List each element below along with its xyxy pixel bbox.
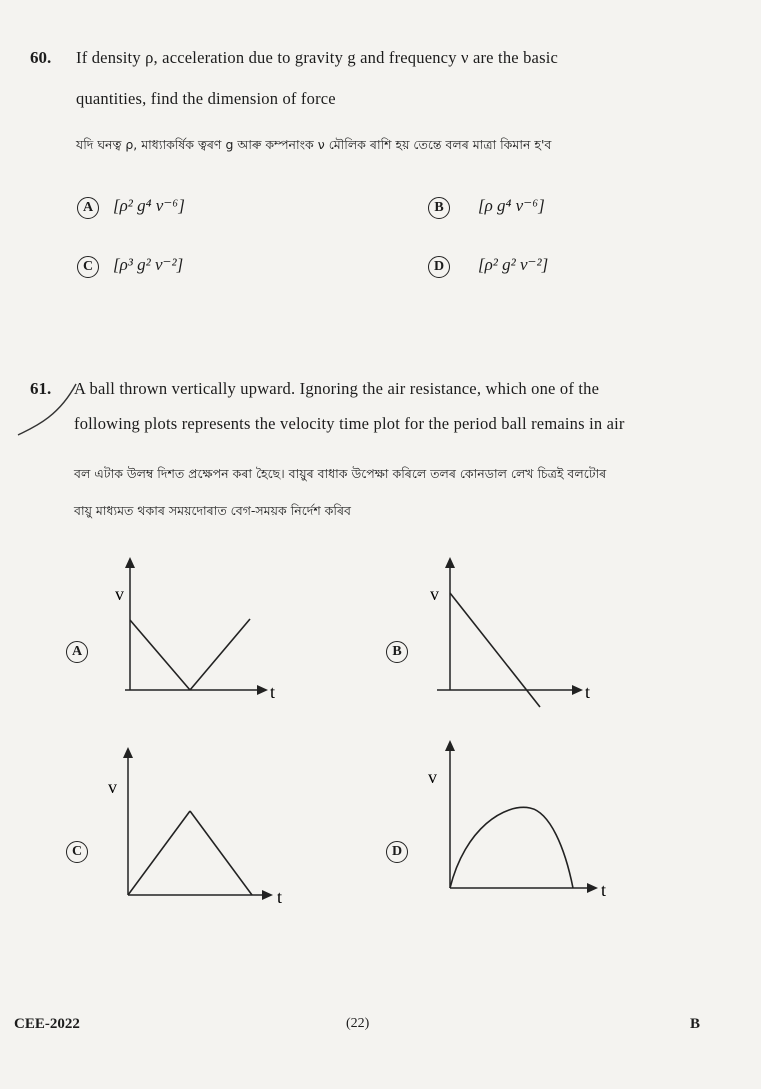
q61-option-d-graph[interactable] <box>425 738 620 903</box>
q61-b-y-axis-label: v <box>430 584 439 604</box>
q61-a-y-axis-label: v <box>115 584 124 604</box>
q60-option-d-label[interactable]: D <box>428 256 450 278</box>
question-61-assamese-line2: বায়ু মাধ্যমত থকাৰ সময়দোৰাত বেগ-সময়ক নিৰ্দেশ কৰিব <box>74 503 352 518</box>
question-61-number: 61. <box>30 379 52 398</box>
footer-exam-code: CEE-2022 <box>14 1016 80 1032</box>
footer-set-label: B <box>690 1016 701 1032</box>
question-61-text-line2: following plots represents the velocity time plot for the period ball remains in air <box>74 414 625 433</box>
pen-checkmark-icon <box>10 370 80 440</box>
q60-option-b-text[interactable]: [ρ g⁴ ν⁻⁶] <box>478 196 545 215</box>
q61-b-x-axis-label: t <box>585 682 591 702</box>
q61-option-b-label[interactable]: B <box>386 641 408 663</box>
q61-option-c-graph[interactable] <box>105 745 295 910</box>
q60-option-c-label[interactable]: C <box>77 256 99 278</box>
q61-option-b-graph[interactable] <box>425 555 605 715</box>
question-60-text-line2: quantities, find the dimension of force <box>76 89 336 108</box>
q61-option-a-graph[interactable] <box>110 555 290 705</box>
q61-c-y-axis-label: v <box>108 777 117 797</box>
q60-option-b-label[interactable]: B <box>428 197 450 219</box>
footer-page-number: (22) <box>346 1016 370 1031</box>
question-61-assamese-line1: বল এটাক উলম্ব দিশত প্ৰক্ষেপন কৰা হৈছে। বায়ুৰ বাধাক উপেক্ষা কৰিলে তলৰ কোনডাল লেখ চিত্ৰই বলটোৰ <box>74 466 607 481</box>
q61-option-d-label[interactable]: D <box>386 841 408 863</box>
question-60-assamese: যদি ঘনত্ব ρ, মাধ্যাকৰ্ষিক ত্বৰণ g আৰু কম্পনাংক ν মৌলিক ৰাশি হয় তেন্তে বলৰ মাত্ৰা কিমান হ'ব <box>76 137 552 152</box>
q60-option-d-text[interactable]: [ρ² g² ν⁻²] <box>478 255 549 274</box>
question-60-text-line1: If density ρ, acceleration due to gravity g and frequency ν are the basic <box>76 48 559 67</box>
q61-c-x-axis-label: t <box>277 887 283 907</box>
q60-option-a-text[interactable]: [ρ² g⁴ ν⁻⁶] <box>113 196 185 215</box>
q61-a-x-axis-label: t <box>270 682 276 702</box>
q61-option-a-label[interactable]: A <box>66 641 88 663</box>
q60-option-c-text[interactable]: [ρ³ g² ν⁻²] <box>113 255 184 274</box>
question-61-text-line1: A ball thrown vertically upward. Ignoring the air resistance, which one of the <box>74 379 600 398</box>
question-60-number: 60. <box>30 48 52 67</box>
q61-d-x-axis-label: t <box>601 880 607 900</box>
q60-option-a-label[interactable]: A <box>77 197 99 219</box>
q61-d-y-axis-label: v <box>428 767 437 787</box>
q61-option-c-label[interactable]: C <box>66 841 88 863</box>
